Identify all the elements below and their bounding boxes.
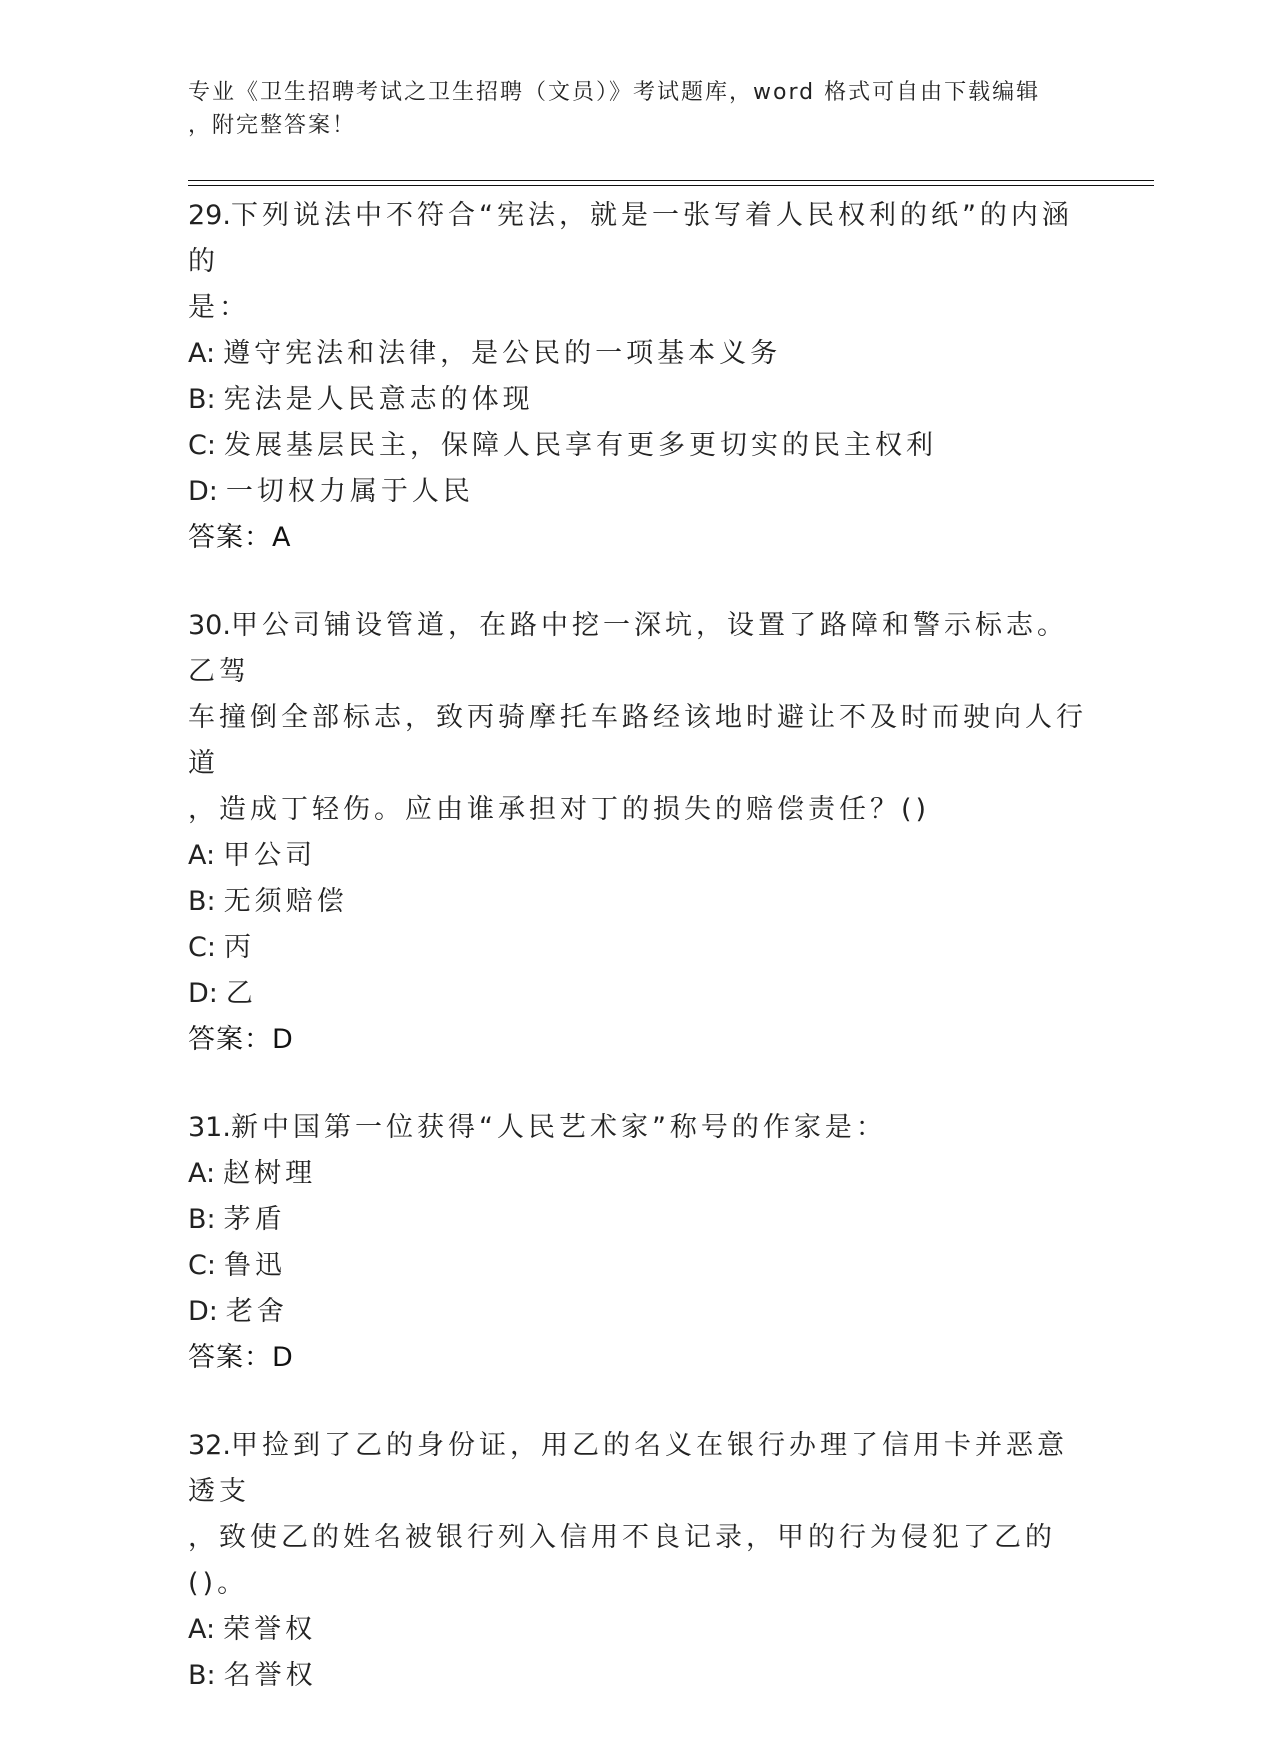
header-rule-top (188, 180, 1154, 181)
answer: 答案：D (188, 1024, 294, 1055)
option-a (188, 833, 1088, 879)
option-key: D: (188, 978, 218, 1009)
option-text: 乙 (225, 978, 257, 1009)
document-header (188, 76, 1068, 142)
option-text: 宪法是人民意志的体现 (223, 384, 534, 415)
question-number: 31. (188, 1112, 231, 1143)
answer: 答案：A (188, 522, 292, 553)
option-text: 鲁迅 (223, 1250, 286, 1281)
option-key: D: (188, 476, 218, 507)
option-c (188, 423, 1088, 469)
option-text: 丙 (223, 932, 255, 963)
question-30 (188, 603, 1088, 1063)
option-key: A: (188, 338, 216, 369)
question-line: 甲公司铺设管道，在路中挖一深坑，设置了路障和警示标志。乙驾 (188, 610, 1068, 687)
question-list (188, 193, 1088, 1741)
option-key: B: (188, 384, 216, 415)
option-d (188, 971, 1088, 1017)
option-key: C: (188, 932, 216, 963)
option-text: 遵守宪法和法律，是公民的一项基本义务 (223, 338, 782, 369)
option-text: 甲公司 (223, 840, 317, 871)
header-rule-bottom (188, 185, 1154, 186)
option-d (188, 1289, 1088, 1335)
question-line: 新中国第一位获得“人民艺术家”称号的作家是： (230, 1112, 887, 1143)
question-text (188, 1105, 1088, 1151)
question-number: 29. (188, 200, 231, 231)
question-line: 甲捡到了乙的身份证，用乙的名义在银行办理了信用卡并恶意透支 (188, 1430, 1068, 1507)
question-31 (188, 1105, 1088, 1381)
question-32 (188, 1423, 1088, 1699)
header-line-1: 专业《卫生招聘考试之卫生招聘（文员）》考试题库，word 格式可自由下载编辑 (188, 80, 1041, 105)
question-number: 32. (188, 1430, 231, 1461)
option-key: D: (188, 1296, 218, 1327)
option-text: 荣誉权 (223, 1614, 317, 1645)
option-a (188, 331, 1088, 377)
question-line: 下列说法中不符合“宪法，就是一张写着人民权利的纸”的内涵的 (188, 200, 1073, 277)
option-text: 无须赔偿 (223, 886, 348, 917)
option-a (188, 1151, 1088, 1197)
question-text (188, 603, 1088, 695)
question-text (188, 193, 1088, 285)
question-text (188, 1423, 1088, 1515)
option-key: B: (188, 1660, 216, 1691)
option-c (188, 1243, 1088, 1289)
question-line: 车撞倒全部标志，致丙骑摩托车路经该地时避让不及时而驶向人行道 (188, 702, 1087, 779)
option-b (188, 879, 1088, 925)
option-key: A: (188, 1614, 216, 1645)
answer: 答案：D (188, 1342, 294, 1373)
option-text: 名誉权 (223, 1660, 317, 1691)
option-b (188, 1197, 1088, 1243)
option-key: B: (188, 886, 216, 917)
option-key: C: (188, 430, 216, 461)
option-key: A: (188, 840, 216, 871)
question-line: ，致使乙的姓名被银行列入信用不良记录，甲的行为侵犯了乙的()。 (188, 1522, 1056, 1599)
option-text: 发展基层民主，保障人民享有更多更切实的民主权利 (223, 430, 937, 461)
question-line: ，造成丁轻伤。应由谁承担对丁的损失的赔偿责任？() (188, 794, 931, 825)
option-c (188, 925, 1088, 971)
option-d (188, 469, 1088, 515)
option-b (188, 377, 1088, 423)
header-line-2: ，附完整答案！ (188, 113, 357, 138)
option-b (188, 1653, 1088, 1699)
option-text: 赵树理 (223, 1158, 317, 1189)
question-29 (188, 193, 1088, 561)
option-text: 茅盾 (223, 1204, 286, 1235)
option-key: C: (188, 1250, 216, 1281)
option-key: B: (188, 1204, 216, 1235)
option-a (188, 1607, 1088, 1653)
question-line: 是： (188, 292, 250, 323)
option-text: 一切权力属于人民 (225, 476, 474, 507)
option-key: A: (188, 1158, 216, 1189)
option-text: 老舍 (225, 1296, 288, 1327)
question-number: 30. (188, 610, 231, 641)
